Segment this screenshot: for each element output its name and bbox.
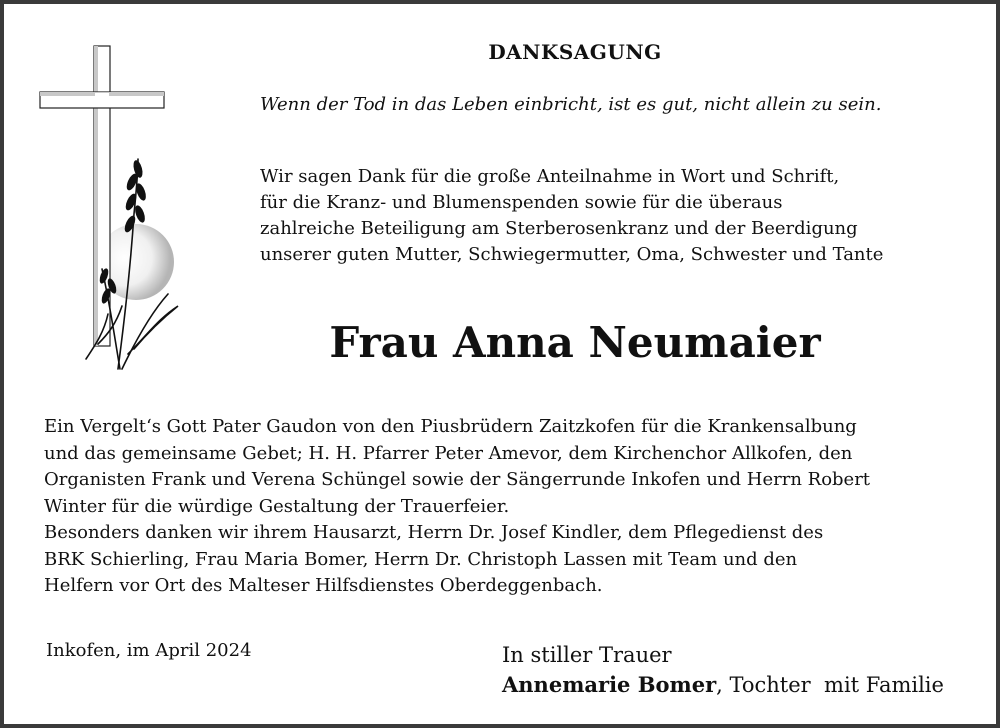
signer-line <box>502 670 944 700</box>
closing-phrase: In stiller Trauer <box>502 643 672 667</box>
intro-line: zahlreiche Beteiligung am Sterberosenkranz und der Beerdigung <box>260 218 858 239</box>
notice-quote: Wenn der Tod in das Leben einbricht, ist es gut, nicht allein zu sein. <box>260 94 882 115</box>
intro-line: unserer guten Mutter, Schwiegermutter, Oma, Schwester und Tante <box>260 244 884 265</box>
signer-relation: , Tochter mit Familie <box>716 673 944 697</box>
body-line: Ein Vergelt‘s Gott Pater Gaudon von den Piusbrüdern Zaitzkofen für die Krankensalbung <box>44 416 857 437</box>
obituary-notice <box>4 4 996 724</box>
closing-signature <box>502 640 944 700</box>
deceased-name: Frau Anna Neumaier <box>329 318 821 367</box>
acknowledgements-paragraph <box>44 414 984 600</box>
intro-line: Wir sagen Dank für die große Anteilnahme in Wort und Schrift, <box>260 166 840 187</box>
body-line: Winter für die würdige Gestaltung der Trauerfeier. <box>44 495 510 517</box>
body-line: Besonders danken wir ihrem Hausarzt, Herrn Dr. Josef Kindler, dem Pflegedienst des <box>44 522 824 543</box>
intro-line: für die Kranz- und Blumenspenden sowie für die überaus <box>260 192 783 213</box>
body-line: Helfern vor Ort des Malteser Hilfsdienstes Oberdeggenbach. <box>44 575 603 596</box>
body-line: BRK Schierling, Frau Maria Bomer, Herrn Dr. Christoph Lassen mit Team und den <box>44 548 798 570</box>
signer-name: Annemarie Bomer <box>502 672 717 697</box>
body-line: Organisten Frank und Verena Schüngel sowie der Sängerrunde Inkofen und Herrn Robert <box>44 469 871 490</box>
body-line: und das gemeinsame Gebet; H. H. Pfarrer Peter Amevor, dem Kirchenchor Allkofen, den <box>44 442 853 464</box>
place-date: Inkofen, im April 2024 <box>46 640 252 661</box>
notice-heading: DANKSAGUNG <box>488 40 662 64</box>
intro-paragraph <box>260 164 980 268</box>
